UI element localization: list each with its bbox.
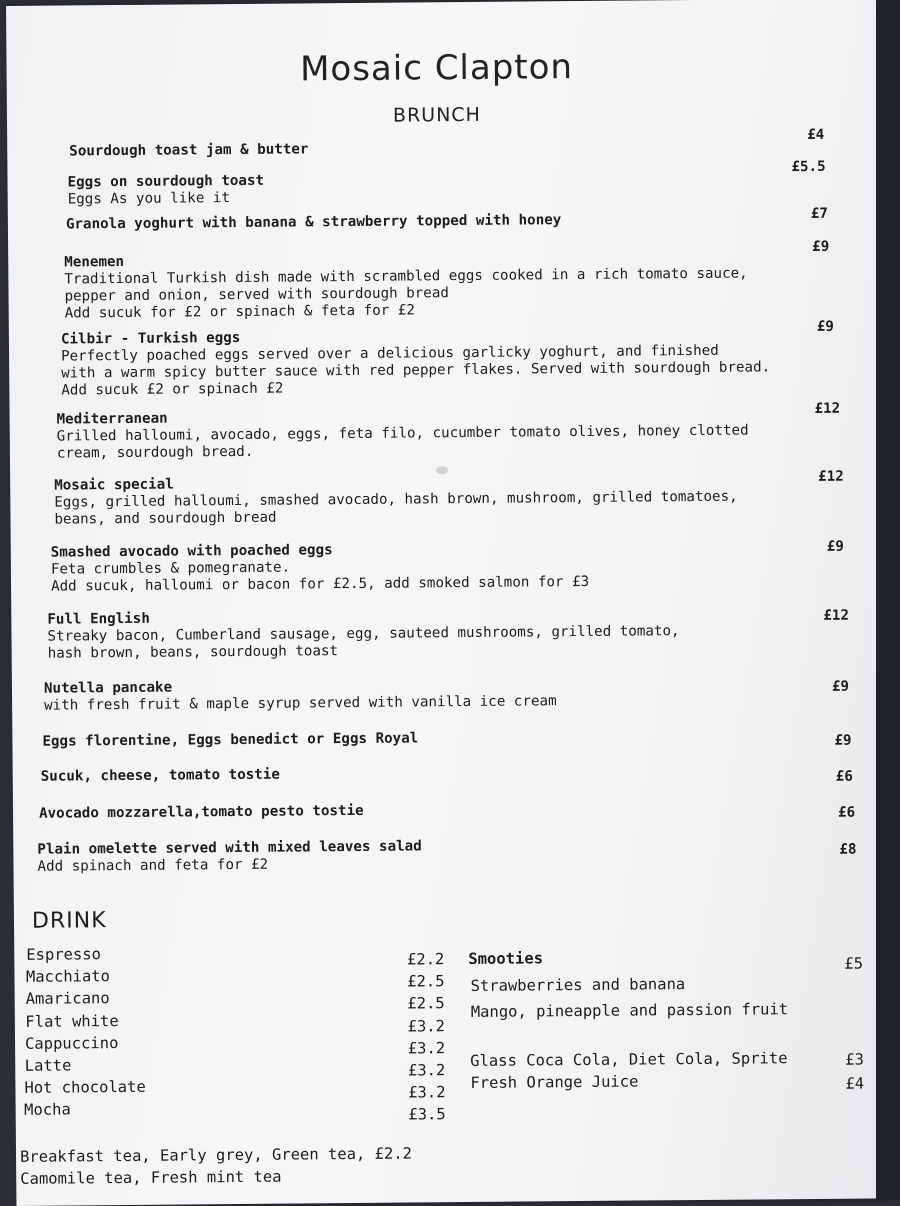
smoothie-item: Strawberries and banana: [470, 975, 686, 995]
menu-item-price: £7: [810, 205, 829, 222]
menu-item-description: Add sucuk £2 or spinach £2: [61, 380, 284, 399]
drink-price: £2.5: [407, 972, 445, 991]
menu-item-name: Nutella pancake: [43, 679, 173, 697]
drink-price: £2.2: [406, 950, 445, 969]
drink-price: £3.5: [408, 1105, 446, 1124]
drink-name: Hot chocolate: [24, 1078, 146, 1098]
menu-item-price: £9: [816, 318, 834, 335]
menu-item-price: £9: [834, 732, 852, 749]
menu-item-price: £4: [807, 126, 825, 144]
drink-name: Amaricano: [25, 989, 110, 1009]
tea-list: Breakfast tea, Early grey, Green tea, £2.2: [19, 1144, 413, 1166]
menu-item-name: Cilbir - Turkish eggs: [60, 329, 241, 348]
menu-item-price: £6: [835, 768, 853, 785]
hot-drinks-prices: [374, 948, 446, 1126]
soft-drinks: Glass Coca Cola, Diet Cola, Sprite: [470, 1049, 788, 1070]
background-edge: [876, 0, 900, 1200]
stain-mark: [436, 466, 448, 474]
menu-item-name: Sourdough toast jam & butter: [69, 141, 309, 160]
menu-item: [69, 141, 308, 160]
drink-heading: DRINK: [31, 908, 107, 934]
smoothie-item: Mango, pineapple and passion fruit: [470, 1000, 789, 1021]
drink-name: Macchiato: [25, 967, 111, 987]
drink-name: Espresso: [26, 945, 102, 964]
menu-item: [51, 540, 590, 596]
menu-item-description: Eggs, grilled halloumi, smashed avocado, hash brown, mushroom, grilled tomatoes,: [54, 488, 738, 511]
orange-juice: Fresh Orange Juice: [470, 1072, 639, 1092]
menu-item-name: Sucuk, cheese, tomato tostie: [40, 766, 280, 785]
drink-price: £2.5: [407, 994, 445, 1013]
menu-item-description: hash brown, beans, sourdough toast: [47, 643, 339, 662]
menu-item-description: Perfectly poached eggs served over a delicious garlicky yoghurt, and finished: [60, 342, 719, 365]
menu-item: [66, 212, 562, 233]
hot-drinks-names: [26, 943, 146, 1122]
menu-item-description: with a warm spicy butter sauce with red pepper flakes. Served with sourdough bread.: [61, 359, 771, 382]
drink-price: £3.2: [408, 1083, 446, 1102]
menu-item-price: £9: [826, 538, 844, 555]
menu-item-price: £12: [818, 468, 844, 485]
menu-item: [57, 406, 749, 463]
drink-name: Cappuccino: [24, 1033, 119, 1053]
menu-item-name: Mediterranean: [56, 410, 168, 428]
menu-item-price: £8: [839, 841, 857, 858]
menu-item-description: Streaky bacon, Cumberland sausage, egg, sauteed mushrooms, grilled tomato,: [47, 623, 680, 645]
menu-item-name: Plain omelette served with mixed leaves salad: [37, 838, 422, 858]
menu-item-description: Add sucuk for £2 or spinach & feta for £2: [64, 302, 415, 322]
menu-item: [42, 730, 418, 750]
menu-item: [61, 325, 771, 399]
section-title: BRUNCH: [392, 103, 482, 127]
menu-page: [6, 0, 886, 1206]
menu-item-description: Grilled halloumi, avocado, eggs, feta filo, cucumber tomato olives, honey clotted: [56, 422, 749, 445]
smoothies-price: £5: [844, 954, 864, 973]
menu-item-description: Add spinach and feta for £2: [37, 856, 269, 875]
menu-item-name: Menemen: [64, 253, 125, 271]
menu-item-description: beans, and sourdough bread: [54, 509, 277, 528]
menu-item-description: Traditional Turkish dish made with scrambled eggs cooked in a rich tomato sauce,: [64, 265, 748, 288]
menu-item-price: £9: [831, 678, 850, 695]
menu-item-price: £5.5: [791, 158, 826, 176]
menu-item-name: Eggs on sourdough toast: [67, 172, 265, 191]
menu-item-name: Full English: [47, 610, 150, 628]
drink-name: Latte: [24, 1056, 72, 1075]
menu-item-name: Eggs florentine, Eggs benedict or Eggs Royal: [42, 730, 419, 750]
soft-drinks-price: £3: [845, 1050, 864, 1069]
menu-item-price: £6: [838, 804, 856, 821]
menu-item-description: Feta crumbles & pomegranate.: [50, 559, 291, 578]
menu-item-description: pepper and onion, served with sourdough bread: [64, 285, 449, 305]
menu-item-description: cream, sourdough bread.: [56, 443, 254, 462]
menu-item-description: Add sucuk, halloumi or bacon for £2.5, add smoked salmon for £3: [50, 573, 590, 595]
menu-item-name: Avocado mozzarella,tomato pesto tostie: [38, 802, 364, 822]
menu-item-price: £9: [812, 238, 830, 255]
menu-item-description: with fresh fruit & maple syrup served with vanilla ice cream: [44, 693, 557, 714]
restaurant-name: Mosaic Clapton: [299, 47, 574, 90]
orange-juice-price: £4: [845, 1074, 865, 1093]
tea-list: Camomile tea, Fresh mint tea: [20, 1167, 282, 1188]
menu-item: [47, 606, 679, 663]
smoothies-heading: Smooties: [468, 949, 544, 969]
drink-name: Mocha: [24, 1100, 71, 1120]
drink-price: £3.2: [407, 1039, 446, 1058]
drink-price: £3.2: [407, 1061, 446, 1080]
menu-item: [44, 676, 557, 714]
menu-item-name: Mosaic special: [54, 476, 174, 494]
menu-item-name: Smashed avocado with poached eggs: [50, 542, 333, 561]
menu-item: [64, 249, 748, 323]
menu-item-name: Granola yoghurt with banana & strawberry topped with honey: [65, 212, 562, 233]
menu-item-description: Eggs As you like it: [67, 190, 231, 208]
menu-item: [67, 173, 264, 209]
drink-price: £3.2: [407, 1016, 445, 1036]
drink-name: Flat white: [25, 1011, 119, 1031]
menu-item-price: £12: [814, 400, 841, 417]
menu-item: [54, 472, 738, 529]
menu-item-price: £12: [823, 607, 850, 624]
menu-item: [39, 803, 364, 823]
menu-item: [41, 767, 280, 786]
menu-item: [37, 838, 422, 875]
